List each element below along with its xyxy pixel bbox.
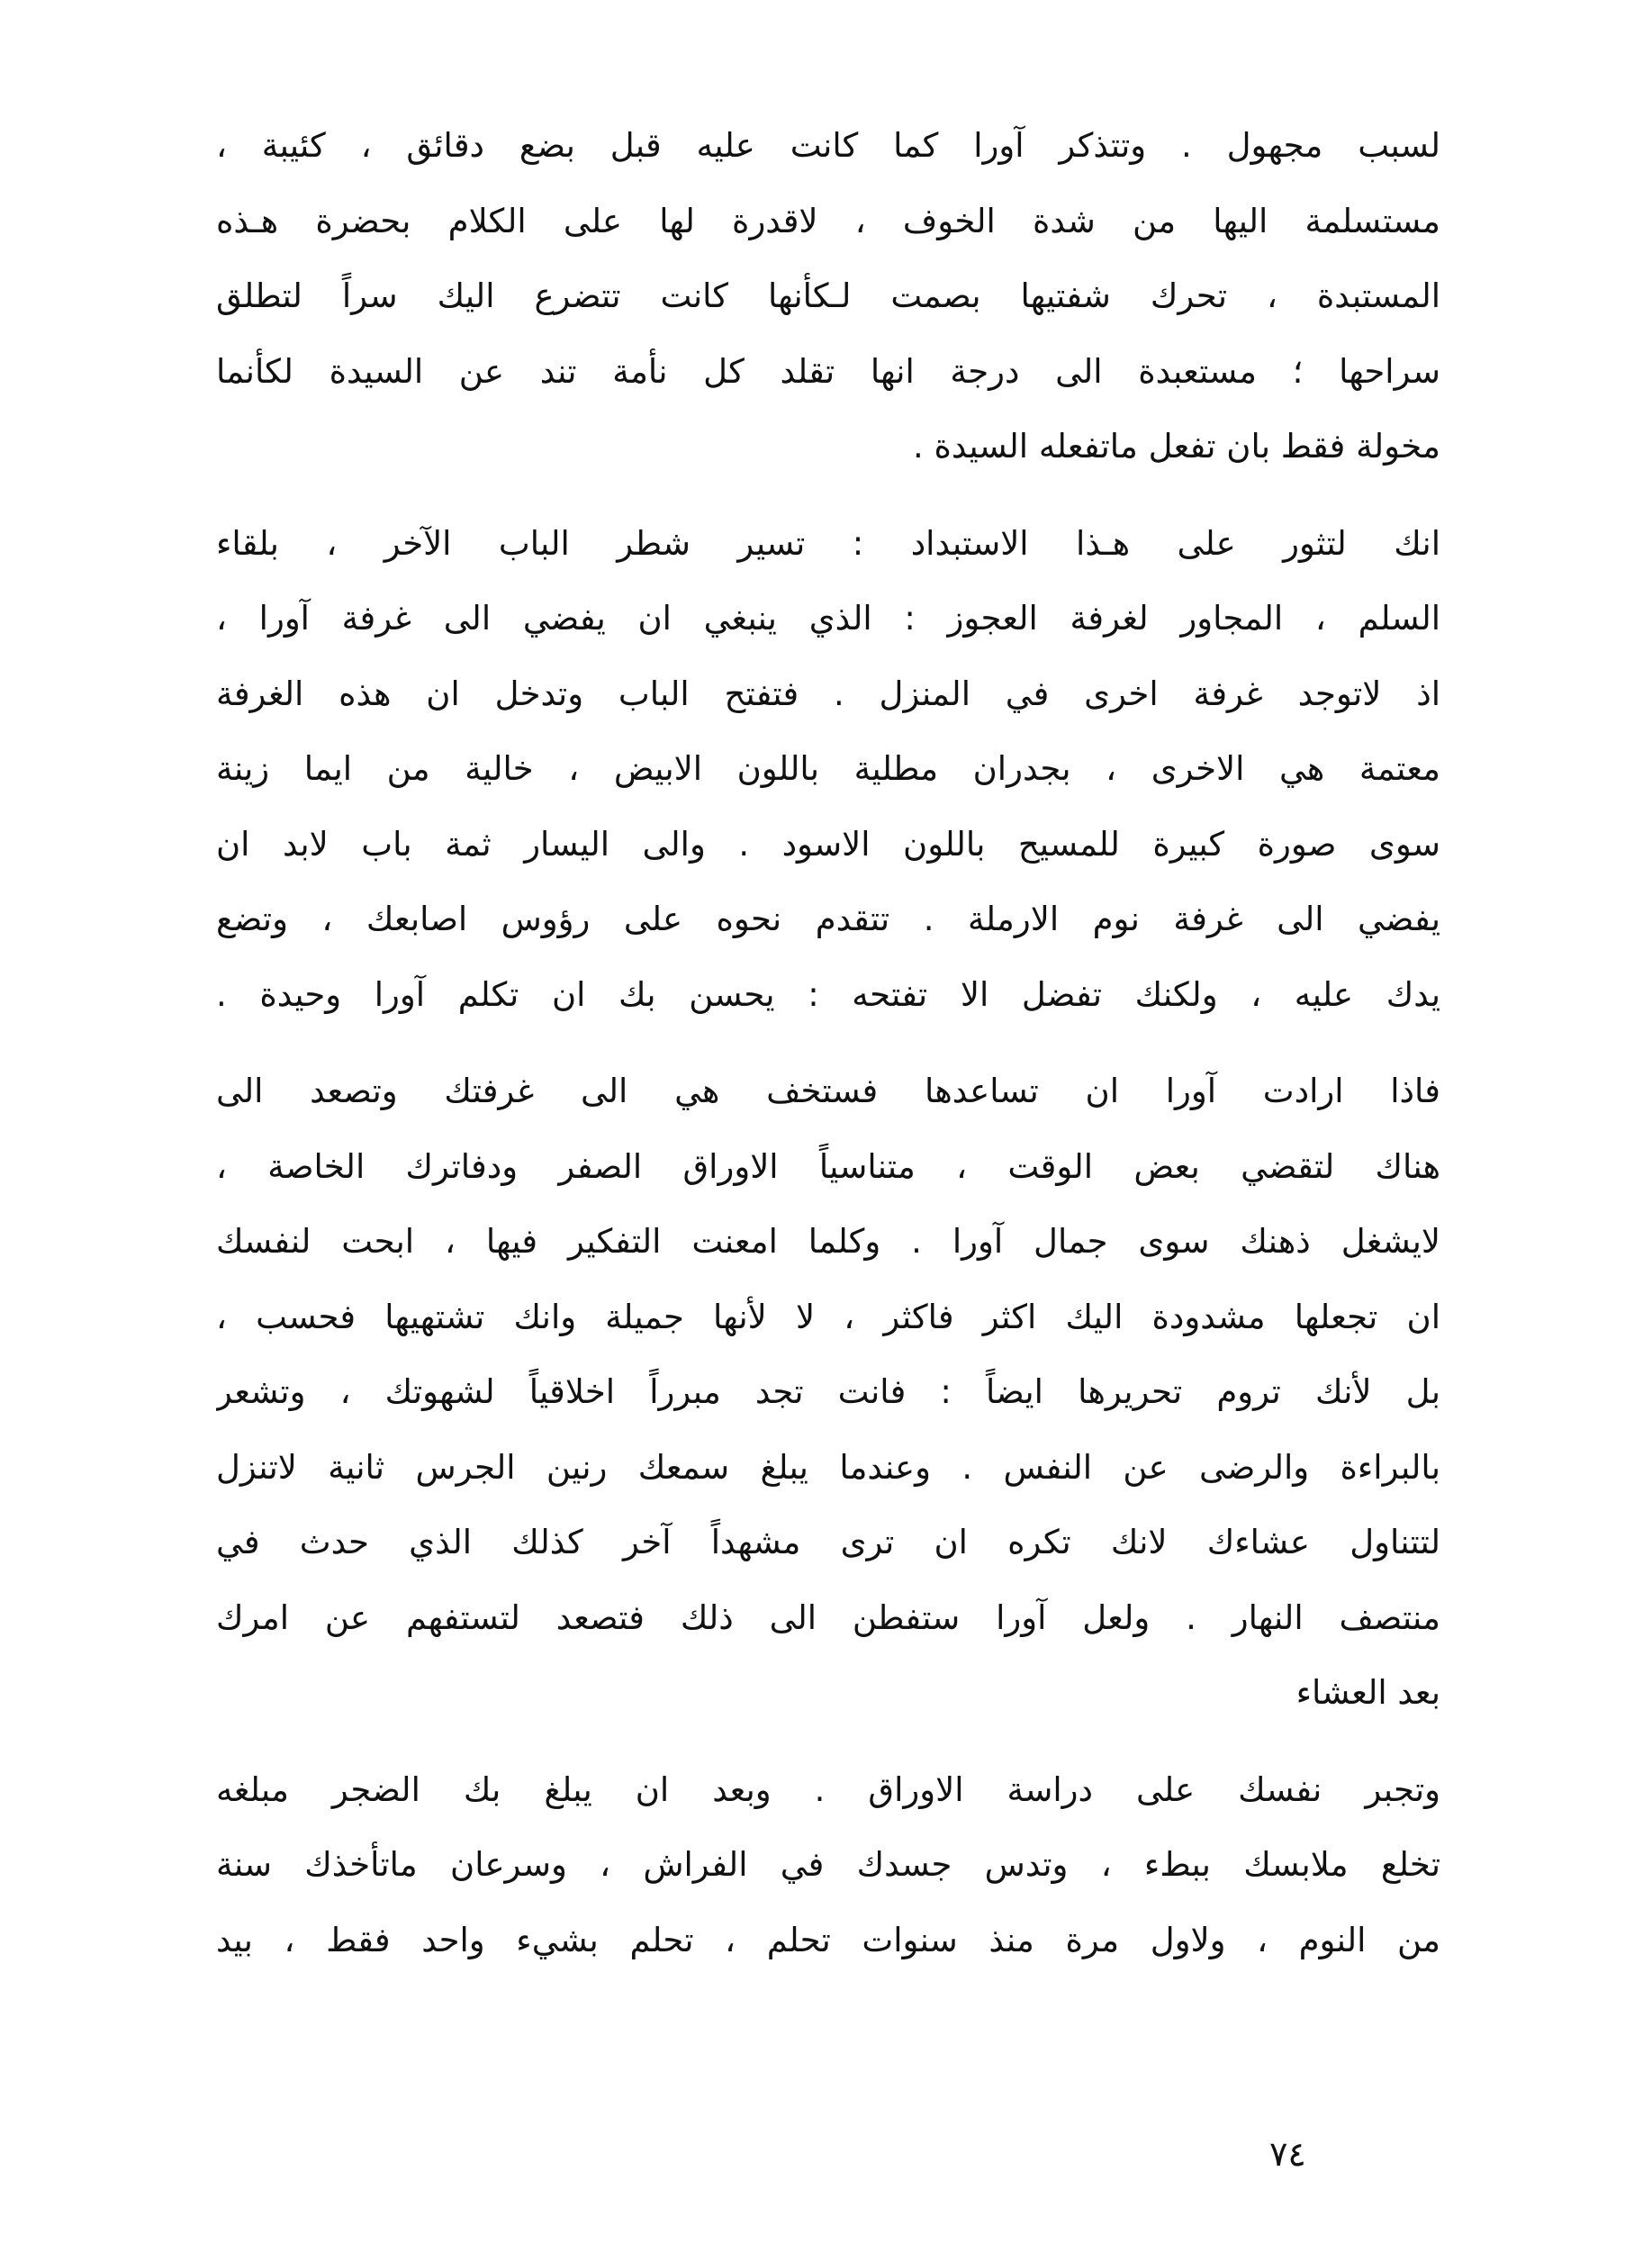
book-page [216,108,1440,2174]
text-line: تخلع ملابسك ببطء ، وتدس جسدك في الفراش ، وسرعان ماتأخذك سنة [216,1845,1440,1884]
text-line: يفضي الى غرفة نوم الارملة . تتقدم نحوه على رؤوس اصابعك ، وتضع [216,900,1440,938]
text-line: السلم ، المجاور لغرفة العجوز : الذي ينبغي ان يفضي الى غرفة آورا ، [216,599,1440,638]
text-line: معتمة هي الاخرى ، بجدران مطلية باللون الابيض ، خالية من ايما زينة [216,749,1440,788]
text-line: لسبب مجهول . وتتذكر آورا كما كانت عليه قبل بضع دقائق ، كئيبة ، [216,126,1440,165]
text-line: انك لتثور على هـذا الاستبداد : تسير شطر الباب الآخر ، بلقاء [216,523,1440,563]
text-line: بل لأنك تروم تحريرها ايضاً : فانت تجد مبرراً اخلاقياً لشهوتك ، وتشعر [216,1372,1440,1411]
text-line: يدك عليه ، ولكنك تفضل الا تفتحه : يحسن بك ان تكلم آورا وحيدة . [216,974,1440,1014]
text-line: بعد العشاء [1295,1673,1440,1712]
text-line: اذ لاتوجد غرفة اخرى في المنزل . فتفتح الباب وتدخل ان هذه الغرفة [216,674,1440,713]
text-line: لايشغل ذهنك سوى جمال آورا . وكلما امعنت التفكير فيها ، ابحت لنفسك [216,1222,1440,1261]
text-line: سراحها ؛ مستعبدة الى درجة انها تقلد كل نأمة تند عن السيدة لكأنما [216,351,1440,391]
text-line: بالبراءة والرضى عن النفس . وعندما يبلغ سمعك رنين الجرس ثانية لاتنزل [216,1447,1440,1487]
text-line: مخولة فقط بان تفعل ماتفعله السيدة . [913,427,1440,466]
page-number: ٧٤ [1269,2134,1306,2174]
paragraph-2 [216,506,1440,1033]
text-line: هناك لتقضي بعض الوقت ، متناسياً الاوراق الصفر ودفاترك الخاصة ، [216,1146,1440,1186]
text-line: سوى صورة كبيرة للمسيح باللون الاسود . والى اليسار ثمة باب لابد ان [216,824,1440,864]
text-line: وتجبر نفسك على دراسة الاوراق . وبعد ان يبلغ بك الضجر مبلغه [216,1769,1440,1809]
text-line: من النوم ، ولاول مرة منذ سنوات تحلم ، تحلم بشيء واحد فقط ، بيد [216,1920,1440,1959]
paragraph-3 [216,1054,1440,1731]
text-line: مستسلمة اليها من شدة الخوف ، لاقدرة لها على الكلام بحضرة هـذه [216,201,1440,240]
paragraph-1 [216,108,1440,484]
paragraph-4 [216,1752,1440,1978]
text-line: لتتناول عشاءك لانك تكره ان ترى مشهداً آخر كذلك الذي حدث في [216,1523,1440,1561]
text-line: فاذا ارادت آورا ان تساعدها فستخف هي الى غرفتك وتصعد الى [216,1072,1440,1110]
text-line: ان تجعلها مشدودة اليك اكثر فاكثر ، لا لأنها جميلة وانك تشتهيها فحسب ، [216,1297,1440,1336]
text-line: منتصف النهار . ولعل آورا ستفطن الى ذلك فتصعد لتستفهم عن امرك [216,1597,1440,1637]
text-line: المستبدة ، تحرك شفتيها بصمت لـكأنها كانت تتضرع اليك سراً لتطلق [216,276,1440,315]
